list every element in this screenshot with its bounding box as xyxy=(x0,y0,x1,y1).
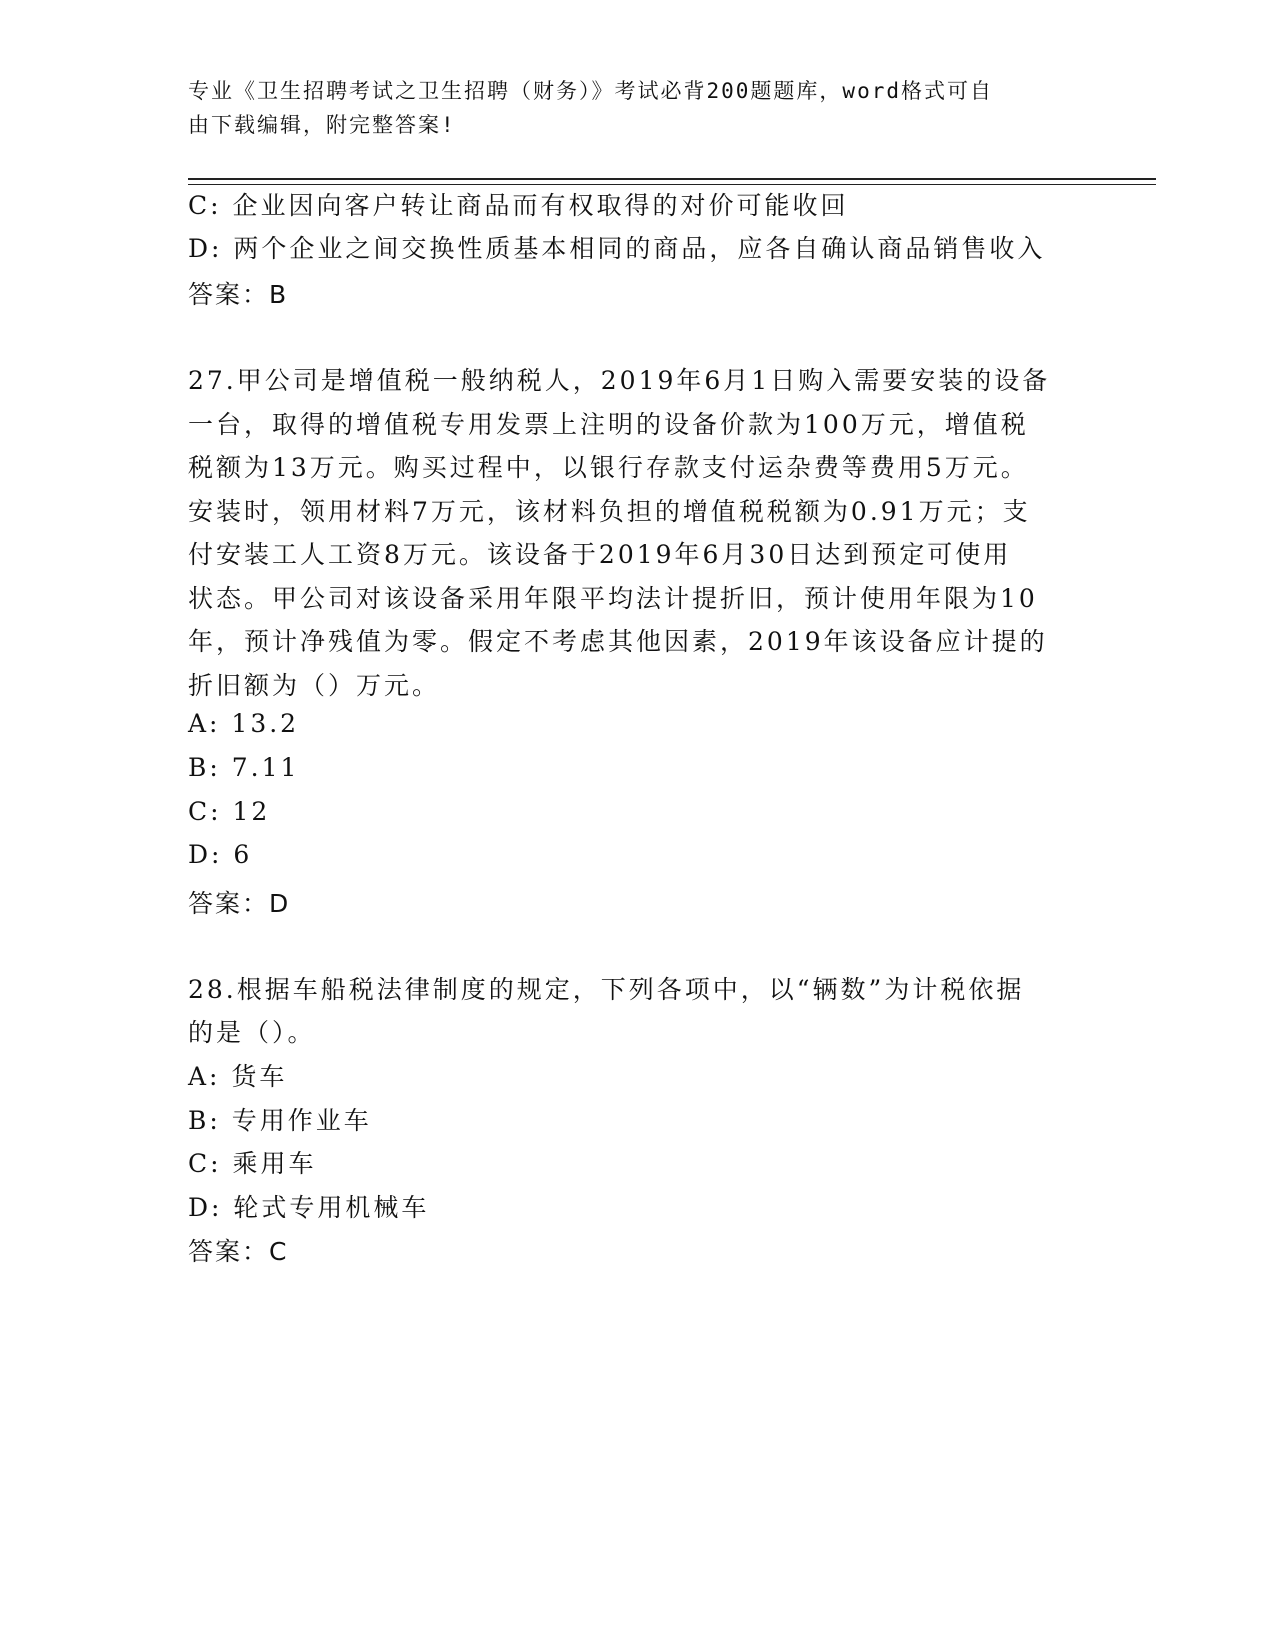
option-b: B: 专用作业车 xyxy=(188,1106,372,1135)
option-d: D: 轮式专用机械车 xyxy=(188,1193,430,1222)
option-b: B: 7.11 xyxy=(188,753,300,782)
option-d: D: 6 xyxy=(188,840,253,869)
option-a: A: 13.2 xyxy=(188,709,300,738)
option-a: A: 货车 xyxy=(188,1062,288,1091)
question-stem-line: 安装时，领用材料7万元，该材料负担的增值税税额为0.91万元；支 xyxy=(188,497,1031,526)
header-rule-thick xyxy=(188,178,1156,180)
question-stem-line: 付安装工人工资8万元。该设备于2019年6月30日达到预定可使用 xyxy=(188,540,1012,569)
question-stem-line: 税额为13万元。购买过程中，以银行存款支付运杂费等费用5万元。 xyxy=(188,453,1029,482)
header-line-2: 由下载编辑，附完整答案! xyxy=(188,113,456,137)
question-stem-line: 状态。甲公司对该设备采用年限平均法计提折旧，预计使用年限为10 xyxy=(188,584,1038,613)
document-header xyxy=(188,74,1068,142)
header-line-1: 专业《卫生招聘考试之卫生招聘（财务）》考试必背200题题库，word格式可自 xyxy=(188,79,993,103)
question-stem-line: 27.甲公司是增值税一般纳税人，2019年6月1日购入需要安装的设备 xyxy=(188,366,1051,395)
question-stem-line: 28.根据车船税法律制度的规定，下列各项中，以“辆数”为计税依据 xyxy=(188,975,1025,1004)
option-c: C: 12 xyxy=(188,797,271,826)
answer: 答案：D xyxy=(188,889,291,918)
question-stem-line: 一台，取得的增值税专用发票上注明的设备价款为100万元，增值税 xyxy=(188,410,1029,439)
question-stem-line: 的是（）。 xyxy=(188,1018,316,1047)
question-stem-line: 年，预计净残值为零。假定不考虑其他因素，2019年该设备应计提的 xyxy=(188,627,1048,656)
question-stem-line: 折旧额为（）万元。 xyxy=(188,671,441,700)
header-rule-thin xyxy=(188,184,1156,185)
answer: 答案：B xyxy=(188,280,289,309)
option-c: C: 企业因向客户转让商品而有权取得的对价可能收回 xyxy=(188,191,849,220)
option-c: C: 乘用车 xyxy=(188,1149,317,1178)
answer: 答案：C xyxy=(188,1237,289,1266)
option-d: D: 两个企业之间交换性质基本相同的商品，应各自确认商品销售收入 xyxy=(188,234,1046,263)
